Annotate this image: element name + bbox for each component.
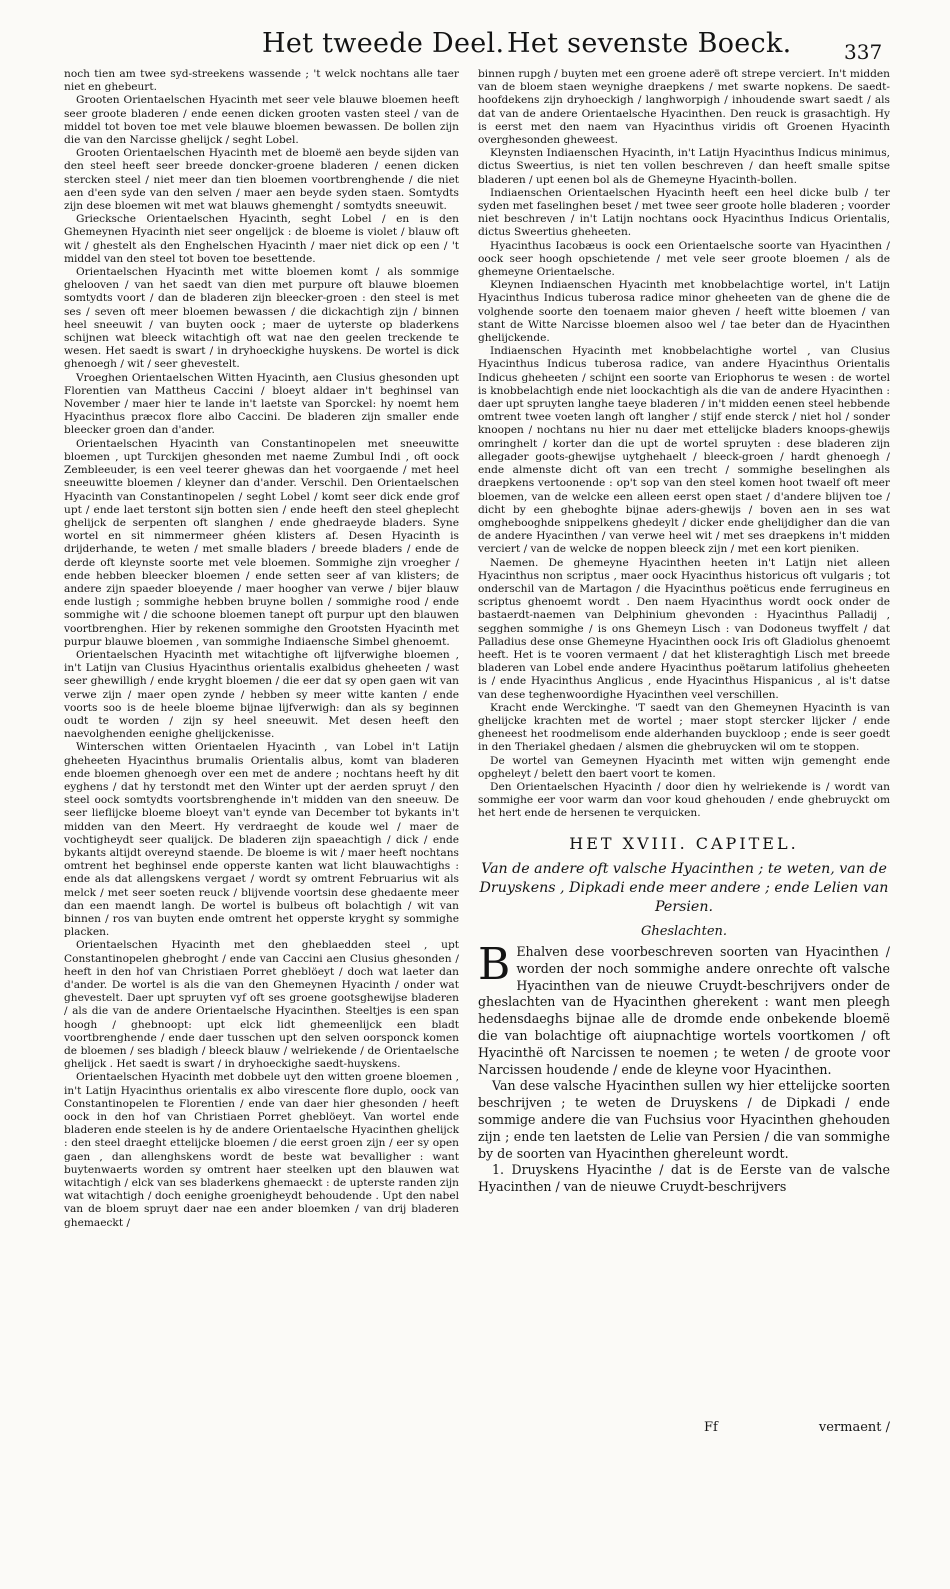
signature-mark: Ff xyxy=(704,1420,718,1435)
left-column xyxy=(64,68,459,1230)
paragraph: Indiaenschen Hyacinth met knobbelachtighe wortel , van Clusius Hyacinthus Indicus tuberosa radice, van andere Hyacinthus Orientalis Indicus gheheeten / schijnt een soorte van Eriophorus te wesen : de wortel is knobbelachtigh ende niet loockachtigh als die van de andere Hyacinthen : daer upt spruyten langhe taeye bladeren / in't midden eenen steel hebbende omtrent twee voeten langh oft langher / stijf ende sterck / niet hol / sonder knoopen / nochtans nu hier nu daer met ettelijcke bladers knoops-ghewijs omringhelt / korter dan die upt de wortel spruyten : dese bladeren zijn allegader goots-ghewijse uytghehaelt / bleeck-groen / hardt ghenoegh / ende almenste dicht oft van een trecht / sommighe beselinghen als draepkens vertoonende : op't sop van den steel komen hoot twaelf oft meer bloemen, van de welcke een alleen eerst open staet / d'andere blijven toe / dicht by een gheboghte bijnae aders-ghewijs / boven aen in ses wat omghebooghde snippelkens ghedeylt / dicker ende ghelijdigher dan die van de andere Hyacinthen / van verwe heel wit / met ses draepkens in't midden verciert / van de welcke de noppen bleeck zijn / met een kort pieniken. xyxy=(478,345,890,556)
running-head-book: Het sevenste Boeck. xyxy=(507,28,792,59)
chapter-subtitle: Van de andere oft valsche Hyacinthen ; te weten, van de Druyskens , Dipkadi ende meer andere ; ende Lelien van Persien. xyxy=(479,860,889,915)
page-number: 337 xyxy=(844,40,883,64)
paragraph: Orientaelschen Hyacinth van Constantinopelen met sneeuwitte bloemen , upt Turckijen ghesonden met naeme Zumbul Indi , oft oock Zembleeuder, is een veel teerer ghewas dan het voorgaende / met heel sneeuwitte bloemen / kleyner dan d'ander. Verschil. Den Orientaelschen Hyacinth van Constantinopelen / seght Lobel / komt seer dick ende grof upt / ende laet terstont sijn botten sien / ende heeft den steel gheplecht ghelijck de serpenten oft slanghen / ende ghedraeyde bladers. Syne wortel en sit nimmermeer ghéen klisters af. Desen Hyacinth is drijderhande, te weten / met smalle bladers / breede bladers / ende de derde oft kleynste soorte met vele bloemen. Sommighe zijn vroegher / ende hebben bleecker bloemen / ende setten seer af van klisters; de andere zijn spaeder bloeyende / maer hoogher van verwe / bijer blauw ende lustigh ; sommighe hebben bruyne bollen / sommighe rood / ende sommighe wit / die schoone bloemen tanept oft purpur upt den blauwen voortbrenghen. Hier by rekenen sommighe den Grootsten Hyacinth met purpur blauwe bloemen , van sommighe Indiaensche Simbel ghenoemt. xyxy=(64,437,459,648)
paragraph: binnen rupgh / buyten met een groene aderë oft strepe verciert. In't midden van de bloem staen weynighe draepkens / met swarte nopkens. De saedt-hoofdekens zijn dryhoeckigh / langhworpigh / inhoudende swart saedt / als dat van de andere Orientaelsche Hyacinthen. Den reuck is grasachtigh. Hy is eerst met den naem van Hyacinthus viridis oft Groenen Hyacinth overghesonden gheweest. xyxy=(478,68,890,147)
paragraph: Orientaelschen Hyacinth met witachtighe oft lijfverwighe bloemen , in't Latijn van Clusius Hyacinthus orientalis exalbidus gheheeten / wast seer ghewilligh / ende kryght bloemen / die eer dat sy open gaen wit van verwe zijn / maer open zynde / hebben sy meer witte kanten / ende voorts soo is de heele bloeme bijnae lijfverwigh: dan als sy beginnen oudt te worden / zijn sy heel sneeuwit. Met desen heeft den naevolghenden eenighe ghelijckenisse. xyxy=(64,648,459,741)
catchword: vermaent / xyxy=(818,1420,890,1435)
drop-capital: B xyxy=(478,938,511,990)
paragraph: Indiaenschen Orientaelschen Hyacinth heeft een heel dicke bulb / ter syden met faselinghen beset / met twee seer groote holle bladeren ; voorder niet beschreven / in't Latijn nochtans oock Hyacinthus Indicus Orientalis, dictus Sweertius gheheeten. xyxy=(478,186,890,239)
paragraph: Den Orientaelschen Hyacinth / door dien hy welriekende is / wordt van sommighe eer voor warm dan voor koud ghehouden / ende ghebruyckt om het hert ende de hersenen te verquicken. xyxy=(478,780,890,820)
paragraph-text: Ehalven dese voorbeschreven soorten van Hyacinthen / worden der noch sommighe andere onrechte oft valsche Hyacinthen van de nieuwe Cruydt-beschrijvers onder de gheslachten van de Hyacinthen gherekent : want men pleegh hedensdaeghs bijnae alle de dromde ende onbekende bloemë die van bolachtige oft aiupnachtige wortels voortkomen / oft Hyacinthë oft Narcissen te noemen ; te weten / de groote voor Narcissen houdende / ende de kleyne voor Hyacinthen. xyxy=(478,943,890,1077)
paragraph: De wortel van Gemeynen Hyacinth met witten wijn gemenght ende opgheleyt / belett den baert voort te komen. xyxy=(478,754,890,780)
right-column xyxy=(478,68,890,1196)
paragraph: Griecksche Orientaelschen Hyacinth, seght Lobel / en is den Ghemeynen Hyacinth niet seer ongelijck : de bloeme is violet / blauw oft wit / ghestelt als den Enghelschen Hyacinth / maer niet dick op een / 't middel van den steel tot boven toe besettende. xyxy=(64,213,459,265)
paragraph: Winterschen witten Orientaelen Hyacinth , van Lobel in't Latijn gheheeten Hyacinthus brumalis Orientalis albus, komt van bladeren ende bloemen ghenoegh over een met de andere ; nochtans heeft hy dit eyghens / dat hy terstondt met den Winter upt der aerden spruyt / den steel oock somtydts voortsbrenghende in't midden van den sneeuw. De seer lieflijcke bloeme bloeyt van't eynde van December tot bykants in't midden van den Meert. Hy verdraeght de koude wel / maer de vochtigheydt seer qualijck. De bladeren zijn spaeachtigh / dick / ende bykants altijdt overeynd staende. De bloeme is wit / maer heeft nochtans omtrent het beghinsel ende opperste kanten wat licht blauwachtighs : ende als dat allengskens vergaet / wordt sy omtrent Februarius wit als melck / met seer soeten reuck / blijvende voortsin dese ghedaente meer dan een maendt langh. De wortel is bulbeus oft bolachtigh / wit van binnen / ros van buyten ende omtrent het opperste kryght sy sommighe placken. xyxy=(64,741,459,939)
paragraph: Orientaelschen Hyacinth met den gheblaedden steel , upt Constantinopelen ghebroght / ende van Caccini aen Clusius ghesonden / heeft in den hof van Christiaen Porret gheblöeyt / doch wat laeter dan d'ander. De wortel is als die van den Ghemeynen Hyacinth / onder wat ghevestelt. Daer upt spruyten vyf oft ses groene gootsghewijse bladeren / als die van de andere Orientaelsche Hyacinthen. Steeltjes is een span hoogh / ghebnoopt: upt elck lidt ghemeenlijck een bladt voortbrenghende / ende daer tusschen upt den selven oorsponck komen de bloemen / ses bladigh / bleeck blauw / welriekende / de Orientaelsche ghelijck . Het saedt is swart / in dryhoeckighe saedt-huyskens. xyxy=(64,939,459,1071)
paragraph: Kracht ende Werckinghe. 'T saedt van den Ghemeynen Hyacinth is van ghelijcke krachten met de wortel ; maer stopt stercker lijcker / ende gheneest het roodmelisom ende alderhanden buyckloop ; ende is seer goedt in den Theriakel ghedaen / alsmen die ghebruycken wil om te stoppen. xyxy=(478,701,890,754)
paragraph: noch tien am twee syd-streekens wassende ; 't welck nochtans alle taer niet en ghebeurt. xyxy=(64,68,459,94)
paragraph: Grooten Orientaelschen Hyacinth met de bloemë aen beyde sijden van den steel heeft seer breede doncker-groene bladeren / eenen dicken stercken steel / niet meer dan tien bloemen voortbrenghende / die niet aen d'een syde van den selven / maer aen beyde syden staen. Somtydts zijn dese bloemen wit met wat blauws ghemenght / somtydts sneeuwit. xyxy=(64,147,459,213)
paragraph: Kleynen Indiaenschen Hyacinth met knobbelachtige wortel, in't Latijn Hyacinthus Indicus tuberosa radice minor gheheeten van de ghene die de volghende soorte den toenaem maior gheven / heeft witte bloemen / van stant de Witte Narcisse bloemen alsoo wel / tae beter dan de Hyacinthen ghelijckende. xyxy=(478,279,890,345)
page-footer xyxy=(478,1420,890,1440)
section-heading: Gheslachten. xyxy=(640,923,728,939)
paragraph: 1. Druyskens Hyacinthe / dat is de Eerste van de valsche Hyacinthen / van de nieuwe Cruydt-beschrijvers xyxy=(478,1162,890,1195)
chapter-title: HET XVIII. CAPITEL. xyxy=(569,833,799,853)
paragraph: Orientaelschen Hyacinth met witte bloemen komt / als sommige ghelooven / van het saedt van dien met purpure oft blauwe bloemen somtydts voort / dan de bladeren zijn bleecker-groen : den steel is met ses / seven oft meer bloemen bewassen / die dickachtigh zijn / binnen heel sneeuwit / van buyten oock ; maer de uyterste op bladerkens schijnen wat bleeck witachtigh oft wat nae den geelen treckende te wesen. Het saedt is swart / in dryhoeckighe huyskens. De wortel is dick ghenoegh / wit / seer ghevestelt. xyxy=(64,266,459,371)
running-head-part: Het tweede Deel. xyxy=(262,28,505,59)
paragraph: Vroeghen Orientaelschen Witten Hyacinth, aen Clusius ghesonden upt Florentien van Mattheus Caccini / bloeyt aldaer in't beghinsel van November / maer hier te lande in't laetste van Sporckel: hy noemt hem Hyacinthus præcox flore albo Caccini. De bladeren zijn smaller ende bleecker groen dan d'ander. xyxy=(64,371,459,437)
paragraph: Orientaelschen Hyacinth met dobbele uyt den witten groene bloemen , in't Latijn Hyacinthus orientalis ex albo virescente flore duplo, oock van Constantinopelen te Florentien / ende van daer hier ghesonden / heeft oock in den hof van Christiaen Porret gheblöeyt. Van wortel ende bladeren ende steelen is hy de andere Orientaelsche Hyacinthen ghelijck : den steel draeght ettelijcke bloemen / die eerst groen zijn / eer sy open gaen , dan allenghskens wordt de beste wat bevalligher : want buytenwaerts worden sy omtrent haer steelken upt den blauwen wat witachtigh / elck van ses bladerkens ghemaeckt : de upterste randen zijn wat witachtigh / doch eenighe groenigheydt behoudende . Upt den nabel van de bloem spruyt daer nae een ander bloemken / van drij bladeren ghemaeckt / xyxy=(64,1071,459,1229)
chapter-opening-paragraph xyxy=(478,938,890,1078)
paragraph: Naemen. De ghemeyne Hyacinthen heeten in't Latijn niet alleen Hyacinthus non scriptus , maer oock Hyacinthus historicus oft vulgaris ; tot onderschil van de Martagon / die Hyacinthus poëticus ende ferrugineus en scriptus ghenoemt wordt . Den naem Hyacinthus wordt oock onder de bastaerdt-naemen van Delphinium ghevonden : Hyacinthus Palladij , segghen sommighe / is ons Ghemeyn Lisch : van Dodoneus twyffelt / dat Palladius dese onse Ghemeyne Hyacinthen oock Iris oft Gladiolus ghenoemt heeft. Het is te vooren vermaent / dat het klisteraghtigh Lisch met breede bladeren van Lobel ende andere Hyacinthus poëtarum latifolius gheheeten is / ende Hyacinthus Anglicus , ende Hyacinthus Hispanicus , al is't datse van dese teghenwoordighe Hyacinthen veel verschillen. xyxy=(478,556,890,701)
page-header xyxy=(0,22,950,70)
paragraph: Kleynsten Indiaenschen Hyacinth, in't Latijn Hyacinthus Indicus minimus, dictus Sweertius, is niet ten vollen beschreven / dan heeft smalle spitse bladeren / upt eenen bol als de Ghemeyne Hyacinth-bollen. xyxy=(478,147,890,186)
paragraph: Van dese valsche Hyacinthen sullen wy hier ettelijcke soorten beschrijven ; te weten de Druyskens / de Dipkadi / ende sommige andere die van Fuchsius voor Hyacinthen ghehouden zijn ; ende ten laetsten de Lelie van Persien / die van sommighe by de soorten van Hyacinthen ghereleunt wordt. xyxy=(478,1078,890,1161)
paragraph: Hyacinthus Iacobæus is oock een Orientaelsche soorte van Hyacinthen / oock seer hoogh opschietende / met vele seer groote bloemen / als de ghemeyne Orientaelsche. xyxy=(478,239,890,279)
paragraph: Grooten Orientaelschen Hyacinth met seer vele blauwe bloemen heeft seer groote bladeren / ende eenen dicken grooten vasten steel / van de middel tot boven toe met vele blauwe bloemen bewassen. De bollen zijn die van den Narcisse ghelijck / seght Lobel. xyxy=(64,94,459,147)
